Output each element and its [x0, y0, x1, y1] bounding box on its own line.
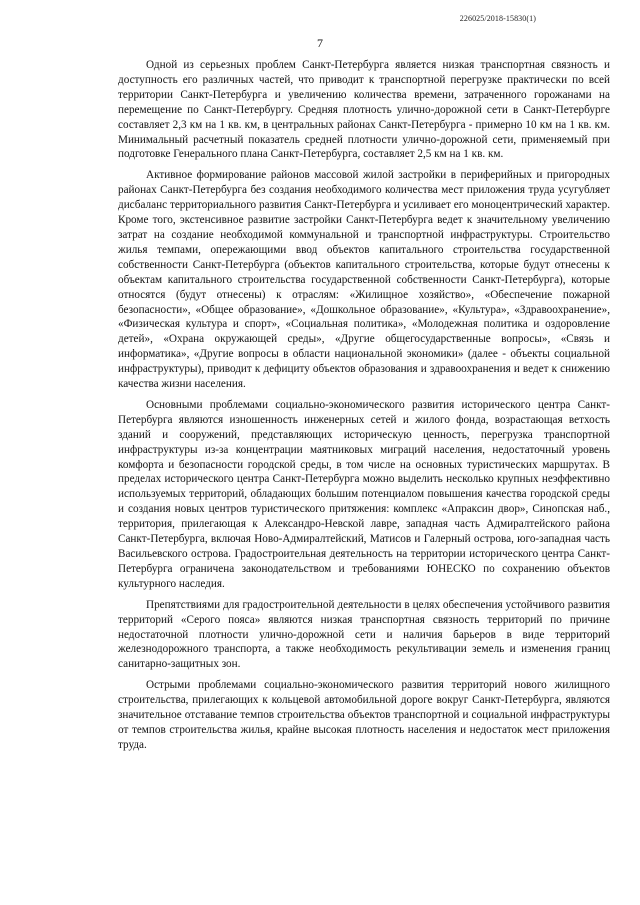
document-id: 226025/2018-15830(1): [459, 14, 536, 23]
paragraph: Основными проблемами социально-экономического развития исторического центра Санкт-Петербурга являются изношенность инженерных сетей и жилого фонда, возрастающая ветхость зданий и сооружений, представляющих историческую ценность, перегрузка транспортной инфраструктуры из-за концентрации маятниковых миграций населения, недостаточный уровень комфорта и безопасности городской среды, в том числе на основных туристических маршрутах. В пределах исторического центра Санкт-Петербурга можно выделить несколько крупных неэффективно используемых территорий, обладающих большим потенциалом повышения качества городской среды и создания новых центров туристического притяжения: комплекс «Апраксин двор», Синопская наб., территория, прилегающая к Александро-Невской лавре, западная часть Адмиралтейского района Санкт-Петербурга, включая Ново-Адмиралтейский, Матисов и Галерный острова, юго-западная часть Васильевского острова. Градостроительная деятельность на территории исторического центра Санкт-Петербурга ограничена законодательством и требованиями ЮНЕСКО по сохранению объектов культурного наследия.: [118, 398, 610, 590]
page-number: 7: [317, 36, 323, 50]
paragraph: Одной из серьезных проблем Санкт-Петербурга является низкая транспортная связность и доступность его различных частей, что приводит к транспортной перегрузке практически по всей территории Санкт-Петербурга и увеличению количества времени, затраченного горожанами на перемещение по Санкт-Петербургу. Средняя плотность улично-дорожной сети в Санкт-Петербурге составляет 2,3 км на 1 кв. км, в центральных районах Санкт-Петербурга - примерно 10 км на 1 кв. км. Минимальный расчетный показатель средней плотности улично-дорожной сети, применяемый при подготовке Генерального плана Санкт-Петербурга, составляет 2,5 км на 1 кв. км.: [118, 59, 610, 161]
paragraph: Препятствиями для градостроительной деятельности в целях обеспечения устойчивого развития территорий «Серого пояса» являются низкая транспортная связность территорий по причине недостаточной плотности улично-дорожной сети и наличия барьеров в виде территорий железнодорожного транспорта, а также необходимость рекультивации земель и изменения границ санитарно-защитных зон.: [118, 598, 610, 671]
paragraph: Активное формирование районов массовой жилой застройки в периферийных и пригородных районах Санкт-Петербурга без создания необходимого количества мест приложения труда усугубляет дисбаланс территориального развития Санкт-Петербурга и усиливает его моноцентрический характер. Кроме того, экстенсивное развитие застройки Санкт-Петербурга ведет к значительному увеличению затрат на создание необходимой коммунальной и транспортной инфраструктуры. Строительство жилья темпами, опережающими ввод объектов капитального строительства государственной собственности Санкт-Петербурга (объектов капитального строительства, которые будут отнесены к объектам капитального строительства государственной собственности Санкт-Петербурга), которые относятся (будут отнесены) к отраслям: «Жилищное хозяйство», «Обеспечение пожарной безопасности», «Общее образование», «Дошкольное образование», «Культура», «Здравоохранение», «Физическая культура и спорт», «Социальная политика», «Молодежная политика и оздоровление детей», «Охрана окружающей среды», «Другие общегосударственные вопросы», «Связь и информатика», «Другие вопросы в области национальной экономики» (далее - объекты социальной инфраструктуры), приводит к дефициту объектов образования и здравоохранения и ведет к снижению качества жизни населения.: [118, 169, 610, 391]
document-body: [118, 58, 610, 757]
paragraph: Острыми проблемами социально-экономического развития территорий нового жилищного строительства, прилегающих к кольцевой автомобильной дороге вокруг Санкт-Петербурга, являются значительное отставание темпов строительства объектов транспортной и социальной инфраструктуры от темпов строительства жилья, крайне высокая плотность населения и недостаток мест приложения труда.: [118, 679, 610, 751]
